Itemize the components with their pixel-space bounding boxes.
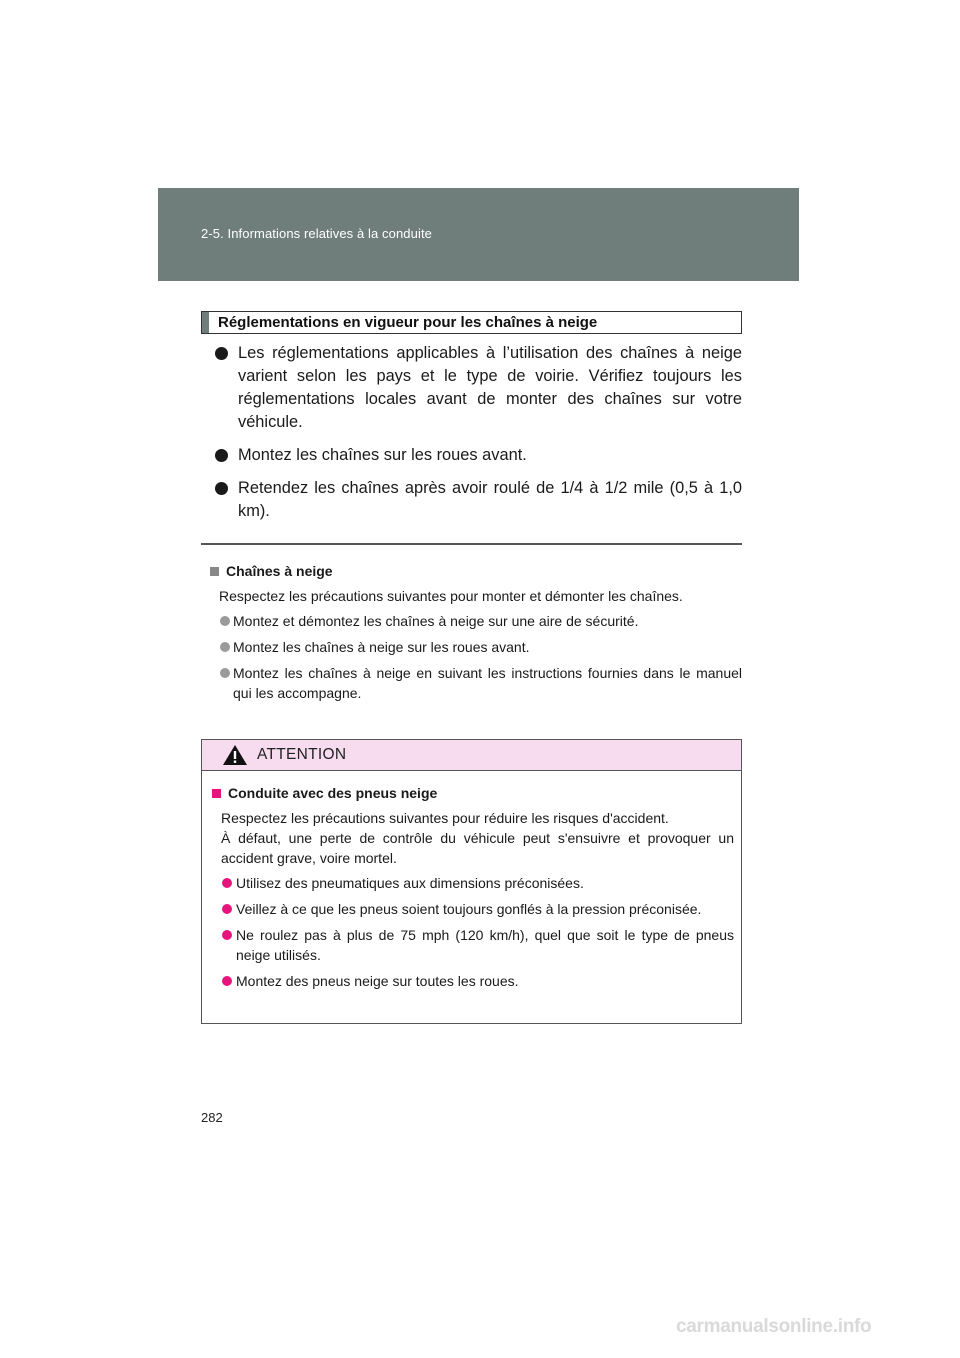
warning-body [202, 771, 741, 991]
warning-intro: Respectez les précautions suivantes pour réduire les risques d'accident. À défaut, une perte de contrôle du véhicule peut s'ensuivre et provoquer un accident grave, voire mortel. [221, 810, 734, 866]
warning-box [201, 739, 742, 1024]
note-intro: Respectez les précautions suivantes pour monter et démonter les chaînes. [219, 588, 683, 604]
dot-bullet-icon [222, 930, 232, 940]
dot-bullet-icon [220, 668, 230, 678]
square-bullet-icon [210, 567, 219, 576]
watermark: carmanualsonline.info [676, 1316, 872, 1337]
dot-bullet-icon [222, 904, 232, 914]
page-content [201, 311, 742, 709]
list-item: Ne roulez pas à plus de 75 mph (120 km/h), quel que soit le type de pneus neige utilisés. [212, 925, 734, 965]
section-heading-label: Réglementations en vigueur pour les chaînes à neige [218, 314, 598, 331]
list-item: Retendez les chaînes après avoir roulé de 1/4 à 1/2 mile (0,5 à 1,0 km). [201, 477, 742, 523]
note-title: Chaînes à neige [201, 561, 742, 581]
list-item: Montez et démontez les chaînes à neige sur une aire de sécurité. [201, 611, 742, 631]
square-bullet-icon [212, 789, 221, 798]
warning-triangle-icon [222, 744, 248, 766]
heading-accent-bar [202, 312, 209, 333]
warning-header [202, 740, 741, 771]
warning-title: Conduite avec des pneus neige [212, 783, 734, 803]
chapter-section-title: 2-5. Informations relatives à la conduite [201, 226, 432, 241]
dot-bullet-icon [220, 616, 230, 626]
list-item: Montez les chaînes à neige sur les roues avant. [201, 637, 742, 657]
section-divider [201, 543, 742, 545]
warning-list [212, 873, 734, 991]
bullet-icon [215, 347, 228, 360]
list-item: Montez les chaînes sur les roues avant. [201, 444, 742, 467]
note-list [201, 611, 742, 703]
page-number: 282 [201, 1110, 223, 1125]
bullet-icon [215, 482, 228, 495]
list-item: Veillez à ce que les pneus soient toujours gonflés à la pression préconisée. [212, 899, 734, 919]
bullet-icon [215, 449, 228, 462]
dot-bullet-icon [222, 976, 232, 986]
dot-bullet-icon [220, 642, 230, 652]
chapter-header-band [158, 188, 799, 281]
list-item: Montez les chaînes à neige en suivant les instructions fournies dans le manuel qui les accompagne. [201, 663, 742, 703]
warning-label: ATTENTION [257, 746, 347, 763]
list-item: Montez des pneus neige sur toutes les roues. [212, 971, 734, 991]
regulation-list [201, 342, 742, 523]
note-block [201, 561, 742, 703]
list-item: Utilisez des pneumatiques aux dimensions préconisées. [212, 873, 734, 893]
list-item: Les réglementations applicables à l’utilisation des chaînes à neige varient selon les pays et le type de voirie. Vérifiez toujours les réglementations locales avant de monter des chaînes sur votre véhicule. [201, 342, 742, 434]
dot-bullet-icon [222, 878, 232, 888]
section-heading [201, 311, 742, 334]
